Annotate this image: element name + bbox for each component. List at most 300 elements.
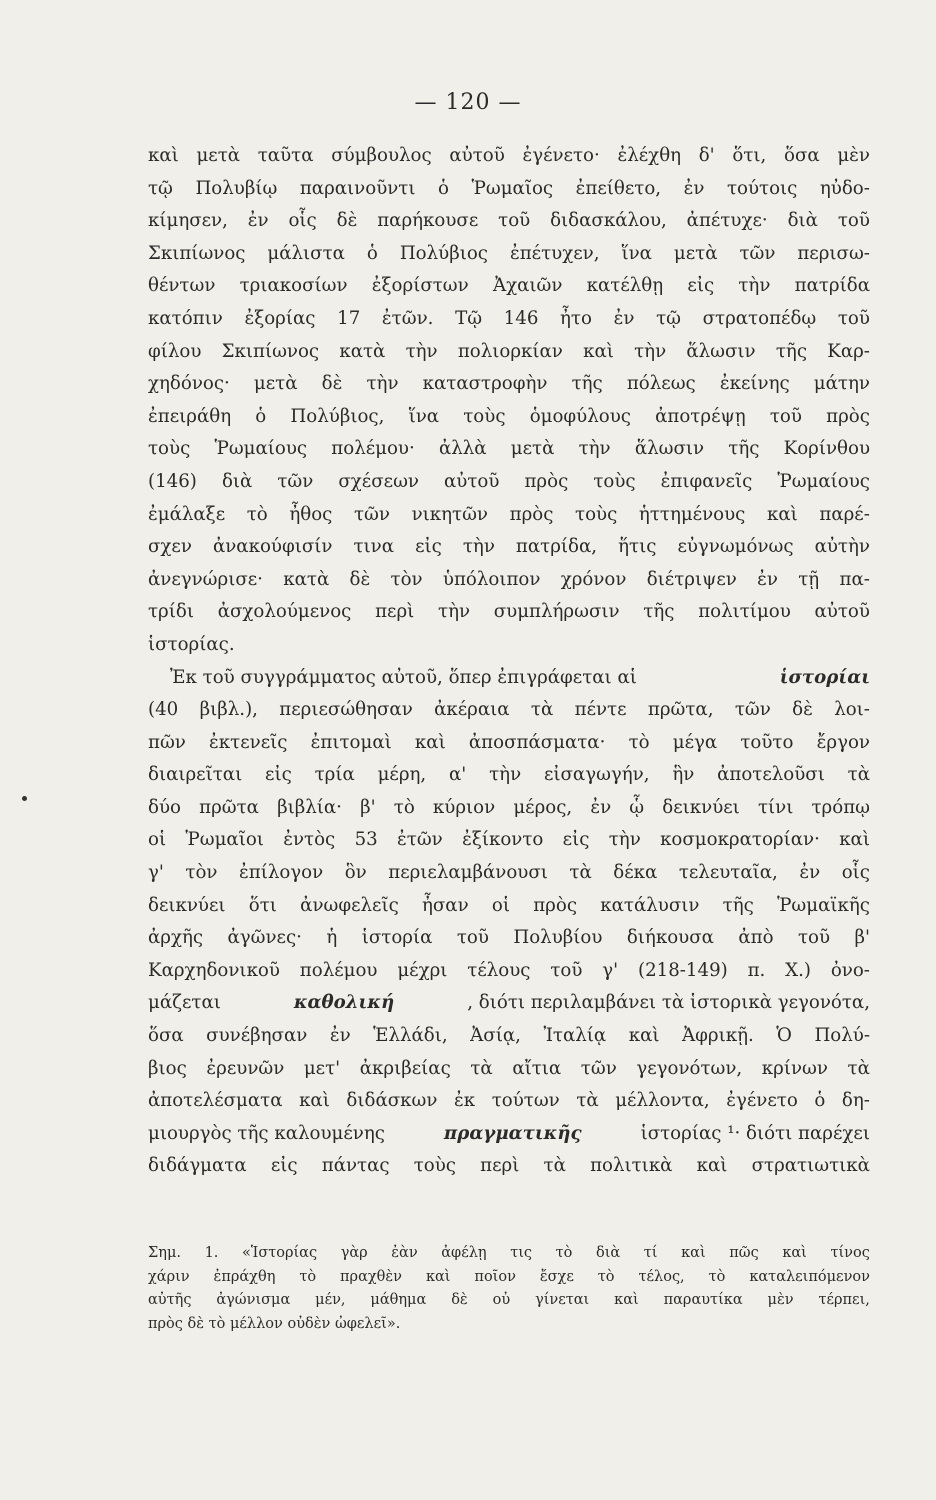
- word: διὰ: [595, 1245, 621, 1261]
- word: μάθημα: [370, 1292, 427, 1309]
- word: μέγα: [672, 731, 718, 753]
- word: ἐξίκοντο: [462, 829, 544, 851]
- word: ἵνα: [621, 242, 652, 264]
- word: τὸ: [299, 1268, 317, 1285]
- word: τὴν: [578, 438, 611, 460]
- text-line: [148, 433, 870, 466]
- word: ἐξορίας: [244, 307, 316, 329]
- word: κατάλυσιν: [600, 894, 700, 916]
- word: πολέμου·: [331, 438, 415, 460]
- text-segment: μάζεται: [148, 992, 221, 1014]
- word: ἔργον: [816, 731, 870, 753]
- word: ἐπίλογον: [238, 862, 324, 884]
- word: Καρχηδονικοῦ: [148, 959, 280, 981]
- word: ἀφέλῃ: [441, 1245, 487, 1261]
- word: οἷς: [288, 210, 317, 232]
- word: Πολύβιος: [399, 242, 488, 264]
- text-line: [148, 466, 870, 499]
- text-line: [148, 368, 870, 401]
- word: ὅσα: [148, 1025, 184, 1047]
- word: ἦτο: [560, 307, 592, 329]
- word: χάριν: [148, 1268, 190, 1285]
- text-line: [148, 694, 870, 727]
- word: τριακοσίων: [239, 275, 348, 297]
- word: μάλιστα: [267, 242, 345, 264]
- word: Ῥωμαῖος: [471, 177, 554, 199]
- word: τέλος,: [638, 1268, 685, 1285]
- word: ὅτι: [248, 894, 277, 916]
- word: κατὰ: [339, 340, 386, 362]
- word: Τῷ: [455, 307, 483, 329]
- word: τέλους: [467, 959, 531, 981]
- word: ἐπιτομαὶ: [310, 731, 392, 753]
- word: οἱ: [491, 894, 510, 916]
- emphasized-term: πραγματικῆς: [443, 1122, 582, 1144]
- word: κρίνων: [761, 1057, 828, 1079]
- word: λοι-: [834, 699, 870, 721]
- word: μέχρι: [397, 959, 448, 981]
- text-line: [148, 1053, 870, 1086]
- word: δη-: [841, 1090, 870, 1112]
- word: τὸν: [390, 568, 423, 590]
- word: καὶ: [628, 1025, 660, 1047]
- word: μετὰ: [673, 242, 718, 264]
- word: πολιτικὰ: [590, 1155, 673, 1177]
- word: τὰ: [569, 862, 592, 884]
- word: γεγονότων,: [636, 1057, 743, 1079]
- word: ἀποτελοῦσι: [717, 764, 825, 786]
- word: δ': [698, 145, 715, 166]
- word: κατὰ: [283, 568, 330, 590]
- word: τὴν: [489, 764, 522, 786]
- word: σχεν: [148, 536, 192, 558]
- word: πρὸς: [533, 894, 578, 916]
- word: δύο: [148, 796, 181, 818]
- word: τὰ: [847, 764, 870, 786]
- word: καὶ: [681, 1245, 706, 1261]
- word: τὸ: [555, 1245, 573, 1261]
- word: παραινοῦντι: [299, 177, 416, 199]
- text-line: [148, 238, 870, 271]
- word: δὲ: [349, 568, 371, 590]
- word: πέντε: [574, 699, 627, 721]
- word: μέρη,: [377, 764, 427, 786]
- word: τῆς: [643, 601, 675, 623]
- word: ἀγῶνες·: [227, 927, 302, 949]
- word: διδάγματα: [148, 1155, 247, 1177]
- word: Καρ-: [827, 340, 870, 362]
- word: διὰ: [787, 210, 818, 232]
- word: Ἀχαιῶν: [492, 275, 563, 297]
- word: τοῦτο: [740, 731, 794, 753]
- word: τί: [643, 1245, 658, 1261]
- word: ἐν: [799, 862, 821, 884]
- text-line: [148, 401, 870, 434]
- word: ἐν: [590, 796, 612, 818]
- word: ἐν: [683, 177, 705, 199]
- word: κοσμοκρατορίαν·: [660, 829, 820, 851]
- word: μετὰ: [253, 373, 298, 395]
- word: διδασκάλου,: [550, 210, 667, 232]
- text-line: [148, 759, 870, 792]
- word: κατόπιν: [148, 307, 223, 329]
- word: χηδόνος·: [148, 373, 230, 395]
- word: γίνεται: [535, 1292, 590, 1309]
- text-line: [148, 596, 870, 629]
- word: καὶ: [696, 1155, 728, 1177]
- word: Ῥωμαῖοι: [185, 829, 264, 851]
- word: τὴν: [462, 536, 495, 558]
- word: μὲν: [767, 1292, 794, 1309]
- word: ἐν: [613, 307, 635, 329]
- word: δέκα: [613, 862, 658, 884]
- word: κίμησεν,: [148, 210, 228, 232]
- word: πολιτίμου: [698, 601, 791, 623]
- word: τοὺς: [413, 1155, 456, 1177]
- word: ἵνα: [408, 405, 440, 427]
- word: τὰ: [576, 1090, 599, 1112]
- text-line: ἱστορίας.: [148, 633, 235, 655]
- word: τὸ: [708, 1268, 726, 1285]
- word: περισω-: [797, 242, 870, 264]
- word: «Ἱστορίας: [242, 1245, 318, 1261]
- word: ἐπειράθη: [148, 405, 232, 427]
- word: καὶ: [414, 731, 446, 753]
- word: τὴν: [634, 340, 667, 362]
- word: κατέλθῃ: [586, 275, 664, 297]
- word: τοῦ: [797, 927, 831, 949]
- word: τὴν: [608, 829, 641, 851]
- word: καταστροφὴν: [422, 373, 548, 395]
- word: μὲν: [837, 145, 870, 166]
- word: τελευταῖα,: [678, 862, 778, 884]
- word: ἀλλὰ: [438, 438, 487, 460]
- word: γ': [602, 959, 619, 981]
- word: ἀνακούφισίν: [212, 536, 333, 558]
- word: περὶ: [480, 1155, 520, 1177]
- word: πολέμου: [299, 959, 378, 981]
- word: τρίδι: [148, 601, 194, 623]
- word: διέτριψεν: [646, 568, 737, 590]
- word: τοὺς: [593, 470, 636, 492]
- word: θέντων: [148, 275, 216, 297]
- word: ὁ: [366, 242, 378, 264]
- word: ἐπιφανεῖς: [660, 470, 753, 492]
- word: νικητῶν: [411, 503, 488, 525]
- word: Πολύβιος,: [290, 405, 385, 427]
- word: π.: [747, 959, 766, 981]
- text-line: [148, 564, 870, 597]
- word: πρὸς: [509, 503, 554, 525]
- word: ἐγένετο: [726, 1090, 798, 1112]
- word: τῇ: [798, 568, 820, 590]
- text-line: [148, 890, 870, 923]
- word: ἡ: [326, 927, 338, 949]
- word: ἦθος: [289, 503, 333, 525]
- word: β': [360, 796, 376, 818]
- word: 17: [337, 307, 361, 329]
- word: φίλου: [148, 340, 202, 362]
- word: ποῖον: [474, 1268, 516, 1285]
- word: δὲ: [451, 1292, 468, 1309]
- word: ᾧ: [629, 796, 645, 818]
- word: εὐγνωμόνως: [677, 536, 794, 558]
- word: πατρίδα,: [515, 536, 598, 558]
- word: πρὸς: [524, 470, 569, 492]
- word: τῆς: [775, 340, 808, 362]
- word: ἐὰν: [391, 1245, 418, 1261]
- word: παρήκουσε: [377, 210, 479, 232]
- word: τῷ: [656, 307, 681, 329]
- word: εἰς: [270, 1155, 298, 1177]
- margin-speck: [22, 796, 27, 801]
- word: τὴν: [438, 601, 471, 623]
- word: τούτοις: [726, 177, 798, 199]
- word: μέλλοντα,: [615, 1090, 710, 1112]
- main-text: [148, 140, 870, 1183]
- word: ὃν: [344, 862, 367, 884]
- word: ἀρχῆς: [148, 927, 204, 949]
- word: πραχθὲν: [340, 1268, 402, 1285]
- word: μετ': [303, 1057, 341, 1079]
- word: τοὺς: [148, 438, 191, 460]
- word: ἐπέτυχεν,: [509, 242, 600, 264]
- word: ἀποσπάσματα·: [468, 731, 606, 753]
- word: ἐρευνῶν: [206, 1057, 285, 1079]
- word: ἀνωφελεῖς: [300, 894, 399, 916]
- word: Ῥωμαίους: [214, 438, 308, 460]
- word: πῶν: [148, 731, 186, 753]
- word: παραυτίκα: [663, 1292, 743, 1309]
- word: ἅλωσιν: [634, 438, 705, 460]
- text-segment: μιουργὸς τῆς καλουμένης: [148, 1122, 385, 1144]
- word: ἐτῶν: [397, 829, 443, 851]
- word: ἐλέχθη: [617, 145, 682, 166]
- page-number: — 120 —: [414, 90, 522, 115]
- word: αὐτῆς: [148, 1292, 192, 1309]
- word: μετὰ: [510, 438, 555, 460]
- footnote-line: [148, 1289, 870, 1313]
- word: τις: [510, 1245, 533, 1261]
- word: ἐντὸς: [283, 829, 336, 851]
- word: (146): [148, 470, 197, 492]
- word: δὲ: [321, 373, 343, 395]
- word: Ἀσίᾳ,: [470, 1025, 521, 1047]
- text-line: [148, 662, 870, 695]
- word: καὶ: [766, 503, 798, 525]
- word: τὸ: [597, 1268, 615, 1285]
- word: ἀποτελέσματα: [148, 1090, 283, 1112]
- word: βιβλία·: [277, 796, 342, 818]
- word: εἰς: [265, 764, 292, 786]
- word: ἀπέτυχε·: [686, 210, 768, 232]
- word: καὶ: [148, 145, 179, 166]
- word: ἐπράχθη: [213, 1268, 276, 1285]
- word: διὰ: [221, 470, 253, 492]
- word: δὲ: [336, 210, 358, 232]
- word: γὰρ: [340, 1245, 368, 1261]
- word: ἐξορίστων: [371, 275, 469, 297]
- word: τῶν: [734, 699, 771, 721]
- word: ἀκριβείας: [359, 1057, 451, 1079]
- word: τοὺς: [463, 405, 506, 427]
- word: ταῦτα: [257, 145, 314, 166]
- word: (218-149): [637, 959, 728, 981]
- footnote-line: [148, 1266, 870, 1290]
- word: ἔσχε: [539, 1268, 574, 1285]
- word: πα-: [839, 568, 870, 590]
- word: διδάσκων: [346, 1090, 438, 1112]
- word: ὑπόλοιπον: [442, 568, 541, 590]
- word: ἀκέραια: [434, 699, 510, 721]
- word: καταλειπόμενον: [749, 1268, 870, 1285]
- word: τὰ: [470, 1057, 493, 1079]
- word: Σημ.: [148, 1245, 181, 1261]
- word: ὁ: [255, 405, 267, 427]
- word: πόλεως: [626, 373, 696, 395]
- word: μάτην: [813, 373, 870, 395]
- text-line: [148, 922, 870, 955]
- word: περιεσώθησαν: [279, 699, 413, 721]
- word: σχέσεων: [338, 470, 419, 492]
- word: καὶ: [839, 829, 870, 851]
- word: γ': [148, 862, 164, 884]
- word: Σκιπίωνος: [148, 242, 246, 264]
- word: τρία: [314, 764, 355, 786]
- word: ὁμοφύλους: [529, 405, 631, 427]
- word: τῆς: [571, 373, 603, 395]
- word: οὐ: [492, 1292, 511, 1309]
- word: εἰς: [687, 275, 715, 297]
- word: ἀσχολούμενος: [217, 601, 352, 623]
- word: χρόνον: [560, 568, 627, 590]
- word: πάντας: [321, 1155, 390, 1177]
- footnote-line: [148, 1242, 870, 1266]
- emphasized-term: καθολική: [293, 992, 395, 1014]
- word: εἰσαγωγήν,: [543, 764, 650, 786]
- word: ἐν: [329, 1025, 351, 1047]
- footnote-line: πρὸς δὲ τὸ μέλλον οὐδὲν ὠφελεῖ».: [148, 1315, 401, 1332]
- word: τὴν: [366, 373, 399, 395]
- word: διαιρεῖται: [148, 764, 243, 786]
- word: μετὰ: [196, 145, 241, 166]
- text-line: [148, 1020, 870, 1053]
- word: ἐκείνης: [719, 373, 790, 395]
- word: δεικνύει: [662, 796, 740, 818]
- word: ηὐδο-: [819, 177, 870, 199]
- word: τοὺς: [575, 503, 618, 525]
- word: τίνος: [830, 1245, 870, 1261]
- word: κύριον: [432, 796, 496, 818]
- word: τὴν: [738, 275, 771, 297]
- word: ἀποτρέψῃ: [655, 405, 746, 427]
- text-line: [148, 857, 870, 890]
- word: ὅσα: [784, 145, 820, 166]
- text-line: [148, 270, 870, 303]
- word: στρατιωτικὰ: [751, 1155, 870, 1177]
- word: διήκουσα: [626, 927, 714, 949]
- word: πρὸς: [826, 405, 870, 427]
- word: Πολύ-: [814, 1025, 870, 1047]
- word: στρατοπέδῳ: [702, 307, 817, 329]
- word: τρόπῳ: [811, 796, 870, 818]
- word: μέρος,: [513, 796, 573, 818]
- word: πῶς: [729, 1245, 759, 1261]
- word: ἐν: [757, 568, 778, 590]
- word: συνέβησαν: [206, 1025, 308, 1047]
- text-segment: , διότι περιλαμβάνει τὰ ἱστορικὰ γεγονότα,: [467, 992, 870, 1014]
- word: ἦσαν: [422, 894, 469, 916]
- word: τοῦ: [456, 927, 489, 949]
- word: πολιορκίαν: [457, 340, 563, 362]
- word: τῷ: [148, 177, 173, 199]
- text-segment: ἱστορίας ¹· διότι παρέχει: [640, 1122, 870, 1144]
- word: Χ.): [785, 959, 811, 981]
- word: ἣν: [672, 764, 695, 786]
- word: ἐκτενεῖς: [209, 731, 288, 753]
- word: τῆς: [728, 438, 760, 460]
- word: ἐτῶν.: [381, 307, 434, 329]
- text-line: [148, 140, 870, 173]
- word: τῶν: [580, 1057, 617, 1079]
- word: καὶ: [614, 1292, 639, 1309]
- word: αὐτοῦ: [444, 470, 500, 492]
- text-line: [148, 987, 870, 1020]
- word: τῶν: [354, 503, 390, 525]
- text-line: [148, 531, 870, 564]
- word: εἰς: [562, 829, 590, 851]
- word: ἀγώνισμα: [216, 1292, 291, 1309]
- word: πρῶτα: [199, 796, 259, 818]
- word: Σκιπίωνος: [221, 340, 320, 362]
- word: καὶ: [299, 1090, 330, 1112]
- word: τὰ: [543, 1155, 566, 1177]
- word: ἐκ: [453, 1090, 476, 1112]
- word: (40: [148, 699, 179, 721]
- text-line: [148, 1150, 870, 1183]
- word: τῶν: [277, 470, 314, 492]
- word: ἐπείθετο,: [575, 177, 662, 199]
- word: Κορίνθου: [783, 438, 870, 460]
- word: τὸ: [246, 503, 268, 525]
- word: 1.: [204, 1245, 219, 1261]
- word: Ἑλλάδι,: [373, 1025, 448, 1047]
- word: 146: [503, 307, 539, 329]
- word: συμπλήρωσιν: [493, 601, 620, 623]
- word: ὁ: [438, 177, 449, 199]
- word: ἀνεγνώρισε·: [148, 568, 263, 590]
- word: καὶ: [583, 340, 614, 362]
- word: καὶ: [782, 1245, 807, 1261]
- word: τοῦ: [498, 210, 531, 232]
- word: Ἰταλίᾳ: [543, 1025, 607, 1047]
- word: τοῦ: [837, 307, 870, 329]
- word: τὸν: [185, 862, 218, 884]
- word: τὴν: [405, 340, 438, 362]
- word: Ῥωμαϊκῆς: [777, 894, 870, 916]
- text-line: [148, 1085, 870, 1118]
- word: καὶ: [425, 1268, 451, 1285]
- text-line: [148, 1118, 870, 1151]
- text-line: [148, 336, 870, 369]
- word: παρέ-: [819, 503, 870, 525]
- word: πρῶτα,: [647, 699, 714, 721]
- text-line: [148, 727, 870, 760]
- word: τὸ: [628, 731, 650, 753]
- word: τινα: [353, 536, 395, 558]
- word: περὶ: [375, 601, 415, 623]
- word: ἥτις: [618, 536, 657, 558]
